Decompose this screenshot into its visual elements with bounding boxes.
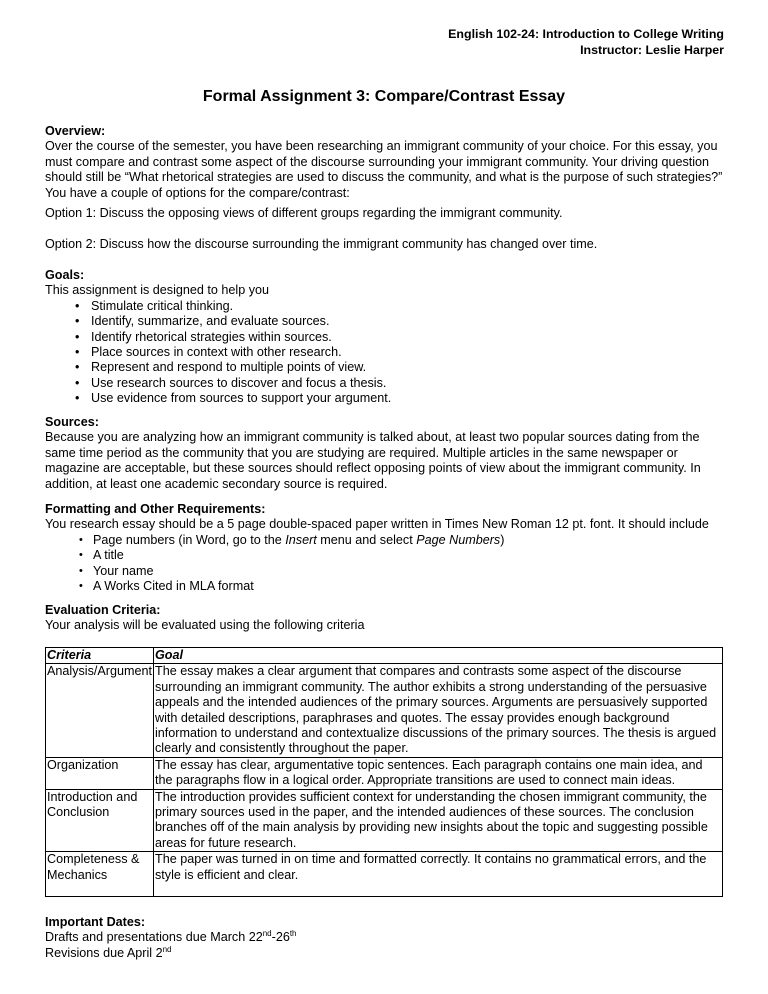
list-item: • Place sources in context with other research. — [45, 345, 725, 360]
criteria-cell: Organization — [46, 757, 154, 789]
option-1: Option 1: Discuss the opposing views of different groups regarding the immigrant community. — [45, 206, 563, 220]
course-title: English 102-24: Introduction to College Writing — [448, 27, 724, 41]
overview-heading: Overview: — [45, 124, 106, 138]
evaluation-heading: Evaluation Criteria: — [45, 603, 161, 617]
table-header — [46, 648, 723, 664]
criteria-cell: Analysis/Argument — [46, 664, 154, 757]
evaluation-section — [45, 603, 725, 634]
column-header-criteria: Criteria — [46, 648, 154, 664]
goals-intro: This assignment is designed to help you — [45, 283, 270, 298]
list-item: • Your name — [45, 564, 725, 579]
criteria-cell: Introduction and Conclusion — [46, 789, 154, 852]
requirements-list — [45, 533, 725, 595]
option-2: Option 2: Discuss how the discourse surrounding the immigrant community has changed over time. — [45, 237, 598, 251]
list-item: • Page numbers (in Word, go to the Insert menu and select Page Numbers) — [45, 533, 725, 548]
list-item: • A title — [45, 548, 725, 563]
dates-heading: Important Dates: — [45, 915, 146, 929]
list-item: • Identify, summarize, and evaluate sources. — [45, 314, 725, 329]
list-item: • Identify rhetorical strategies within sources. — [45, 330, 725, 345]
drafts-date: Drafts and presentations due March 22nd-26th — [45, 929, 297, 945]
column-header-goal: Goal — [154, 648, 723, 664]
criteria-table — [45, 647, 723, 897]
evaluation-intro: Your analysis will be evaluated using the following criteria — [45, 618, 365, 633]
goal-cell: The paper was turned in on time and formatted correctly. It contains no grammatical errors, and the style is efficient and clear. — [154, 852, 723, 897]
formatting-section — [45, 502, 725, 594]
goals-section — [45, 268, 725, 407]
goal-cell: The essay makes a clear argument that compares and contrasts some aspect of the discourse surrounding an immigrant community. The author exhibits a strong understanding of the persuasive appeals and the intended audiences of the primary sources. Arguments are persuasively supported with detailed descriptions, paraphrases and quotes. The essay provides enough background information to understand and contextualize discussions of the primary sources. The thesis is argued clearly and consistently throughout the paper. — [154, 664, 723, 757]
document-header — [448, 26, 724, 58]
table-row — [46, 757, 723, 789]
table-row — [46, 664, 723, 757]
table-row — [46, 789, 723, 852]
list-item: • Stimulate critical thinking. — [45, 299, 725, 314]
formatting-text: You research essay should be a 5 page double-spaced paper written in Times New Roman 12 pt. font. It should include — [45, 517, 709, 532]
list-item: • Use research sources to discover and focus a thesis. — [45, 376, 725, 391]
criteria-cell: Completeness & Mechanics — [46, 852, 154, 897]
sources-section — [45, 415, 725, 492]
instructor-name: Instructor: Leslie Harper — [580, 43, 724, 57]
goals-list — [45, 299, 725, 407]
assignment-title: Formal Assignment 3: Compare/Contrast Essay — [202, 88, 566, 105]
table-row — [46, 852, 723, 897]
revisions-date: Revisions due April 2nd — [45, 944, 172, 960]
overview-text: Over the course of the semester, you have been researching an immigrant community of your choice. For this essay, you must compare and contrast some aspect of the discourse surrounding your immigrant community. Your driving question should still be “What rhetorical strategies are used to discuss the community, and what is the purpose of such strategies?” You have a couple of options for the compare/contrast: — [45, 139, 723, 200]
goals-heading: Goals: — [45, 268, 85, 282]
goal-cell: The essay has clear, argumentative topic sentences. Each paragraph contains one main idea, and the paragraphs flow in a logical order. Appropriate transitions are used to connect main ideas. — [154, 757, 723, 789]
dates-section — [45, 915, 725, 961]
list-item: • Represent and respond to multiple points of view. — [45, 360, 725, 375]
goal-cell: The introduction provides sufficient context for understanding the chosen immigrant community, the primary sources used in the paper, and the intended audiences of these sources. The conclusion branches off of the main analysis by providing new insights about the topic and suggesting possible areas for future research. — [154, 789, 723, 852]
sources-text: Because you are analyzing how an immigrant community is talked about, at least two popular sources dating from the same time period as the community that you are studying are required. Multiple articles in the same newspaper or magazine are acceptable, but these sources should reflect opposing points of view about the immigrant community. In addition, at least one academic secondary source is required. — [45, 430, 701, 491]
list-item: • A Works Cited in MLA format — [45, 579, 725, 594]
overview-section — [45, 124, 725, 201]
formatting-heading: Formatting and Other Requirements: — [45, 502, 266, 516]
list-item: • Use evidence from sources to support your argument. — [45, 391, 725, 406]
sources-heading: Sources: — [45, 415, 99, 429]
